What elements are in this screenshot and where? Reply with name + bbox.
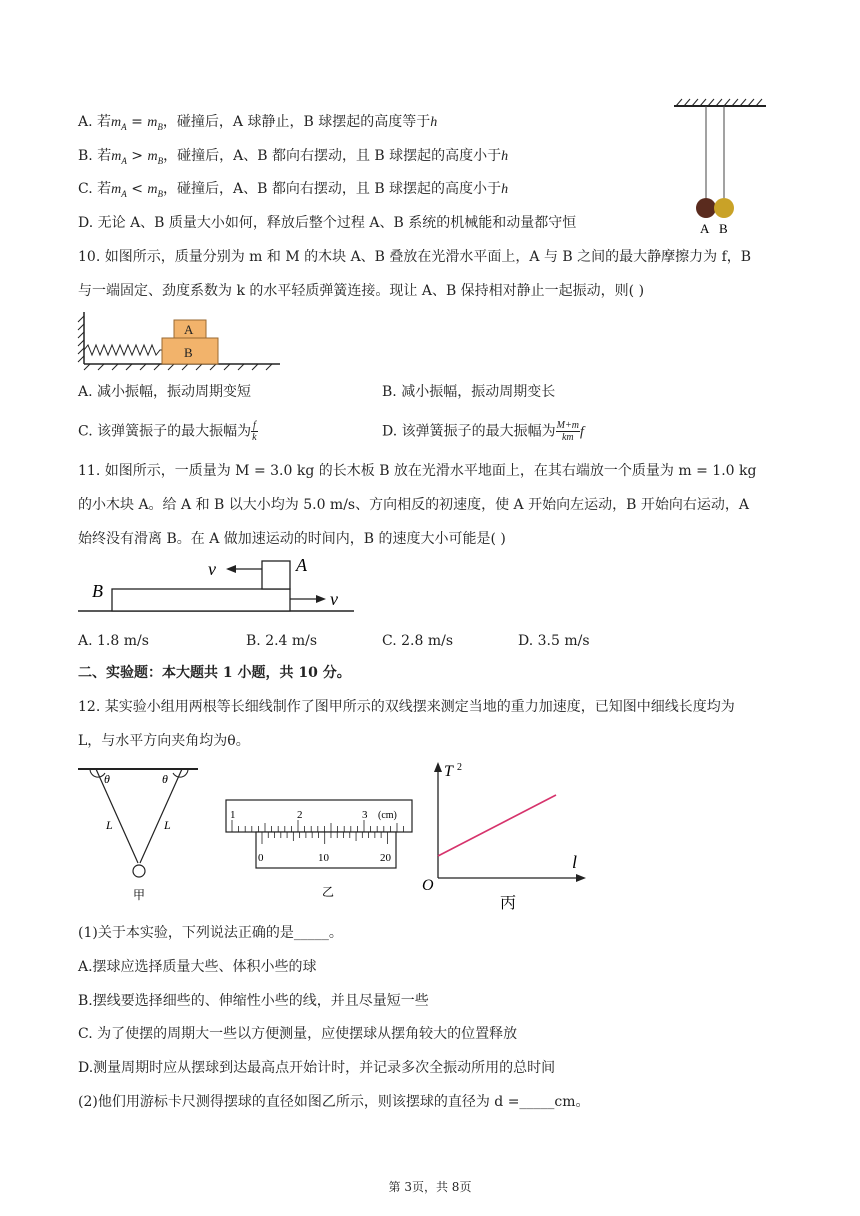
- vernier-label-10: 10: [318, 852, 329, 864]
- q12-option-b: B.摆线要选择细些的、伸缩性小些的线，并且尽量短一些: [78, 993, 429, 1009]
- q11-option-a: A. 1.8 m/s: [78, 633, 149, 649]
- q12-option-c: C. 为了使摆的周期大一些以方便测量，应使摆球从摆角较大的位置释放: [78, 1026, 518, 1042]
- origin-label: O: [422, 877, 434, 894]
- figure-yi-caption: 乙: [322, 885, 335, 899]
- data-line: [438, 795, 556, 856]
- block-b-label: B: [184, 345, 193, 360]
- q11-stem-line1: 11. 如图所示，一质量为 M = 3.0 kg 的长木板 B 放在光滑水平地面上，在其右端放一个质量为 m = 1.0 kg: [78, 463, 757, 479]
- ball-b: [714, 198, 734, 218]
- q11-option-d: D. 3.5 m/s: [518, 633, 590, 649]
- board-b: [112, 589, 290, 611]
- q11-option-b: B. 2.4 m/s: [246, 633, 318, 649]
- string-length-label-right: L: [164, 818, 171, 832]
- pendulum-ball: [133, 865, 145, 877]
- fraction-f-over-k: $\frac{f}{k}$: [252, 420, 257, 443]
- q10-option-a: A. 减小振幅，振动周期变短: [78, 384, 252, 400]
- y-axis-label-superscript: 2: [457, 762, 462, 773]
- ball-b-label: B: [719, 221, 728, 236]
- spring: [84, 345, 162, 355]
- q10-stem-line1: 10. 如图所示，质量分别为 m 和 M 的木块 A、B 叠放在光滑水平面上，A 与 B 之间的最大静摩擦力为 f，B: [78, 249, 752, 265]
- q11-stem-line2: 的小木块 A。给 A 和 B 以大小均为 5.0 m/s、方向相反的初速度，使 A 开始向左运动，B 开始向右运动，A: [78, 497, 749, 513]
- fraction-mm-over-km: $\frac{M+m}{km}$: [556, 420, 579, 443]
- q9-option-a: A. 若$m_A = m_B$，碰撞后，A 球静止，B 球摆起的高度等于h: [78, 114, 438, 132]
- page-footer: 第 3页，共 8页: [388, 1180, 472, 1194]
- board-b-label: B: [92, 581, 103, 601]
- theta-label-right: θ: [162, 772, 168, 786]
- block-a-label: A: [296, 555, 307, 575]
- q11-option-c: C. 2.8 m/s: [382, 633, 454, 649]
- q9-option-d: D. 无论 A、B 质量大小如何，释放后整个过程 A、B 系统的机械能和动量都守恒: [78, 215, 577, 231]
- q12-sub1: (1)关于本实验，下列说法正确的是_____。: [78, 925, 343, 941]
- main-scale-label-2: 2: [297, 809, 303, 821]
- q10-option-d: D. 该弹簧振子的最大振幅为 $\frac{M+m}{km}$ f: [382, 420, 584, 443]
- board-block-figure: [76, 553, 356, 615]
- section-heading-experiment: 二、实验题：本大题共 1 小题，共 10 分。: [78, 665, 351, 681]
- t-squared-vs-l-graph: [416, 756, 596, 916]
- block-a-label: A: [184, 322, 194, 337]
- vernier-label-0: 0: [258, 852, 264, 864]
- ball-a-label: A: [700, 221, 710, 236]
- velocity-label-left: v: [208, 559, 216, 579]
- main-scale-unit: (cm): [378, 810, 397, 821]
- q12-stem-line2: L，与水平方向夹角均为θ。: [78, 733, 250, 749]
- pendulum-figure: [668, 98, 770, 240]
- q9-option-b: B. 若$m_A > m_B$，碰撞后，A、B 都向右摆动，且 B 球摆起的高度小于h: [78, 148, 509, 166]
- q9-option-c: C. 若$m_A < m_B$，碰撞后，A、B 都向右摆动，且 B 球摆起的高度小于h: [78, 181, 509, 199]
- bifilar-pendulum-figure: [76, 763, 200, 903]
- q12-option-d: D.测量周期时应从摆球到达最高点开始计时，并记录多次全振动所用的总时间: [78, 1060, 556, 1076]
- main-scale-label-1: 1: [230, 809, 236, 821]
- ball-a: [696, 198, 716, 218]
- velocity-label-right: v: [330, 589, 338, 609]
- figure-jia-caption: 甲: [133, 888, 146, 902]
- block-a: [262, 561, 290, 589]
- vernier-caliper-figure: [222, 796, 416, 906]
- q10-option-b: B. 减小振幅，振动周期变长: [382, 384, 556, 400]
- q10-stem-line2: 与一端固定、劲度系数为 k 的水平轻质弹簧连接。现让 A、B 保持相对静止一起振动，则( ): [78, 283, 645, 299]
- q11-stem-line3: 始终没有滑离 B。在 A 做加速运动的时间内，B 的速度大小可能是( ): [78, 531, 506, 547]
- q12-option-a: A.摆球应选择质量大些、体积小些的球: [78, 959, 317, 975]
- figure-bing-caption: 丙: [500, 895, 517, 912]
- theta-label-left: θ: [104, 772, 110, 786]
- y-axis-label: T: [444, 763, 453, 780]
- string-length-label-left: L: [106, 818, 113, 832]
- spring-block-figure: [76, 310, 282, 372]
- q12-sub2: (2)他们用游标卡尺测得摆球的直径如图乙所示，则该摆球的直径为 d =_____cm。: [78, 1094, 590, 1110]
- vernier-label-20: 20: [380, 852, 391, 864]
- q12-stem-line1: 12. 某实验小组用两根等长细线制作了图甲所示的双线摆来测定当地的重力加速度，已知图中细线长度均为: [78, 699, 735, 715]
- x-axis-label: l: [572, 852, 578, 872]
- main-scale-label-3: 3: [362, 809, 368, 821]
- q10-option-c: C. 该弹簧振子的最大振幅为 $\frac{f}{k}$: [78, 420, 257, 443]
